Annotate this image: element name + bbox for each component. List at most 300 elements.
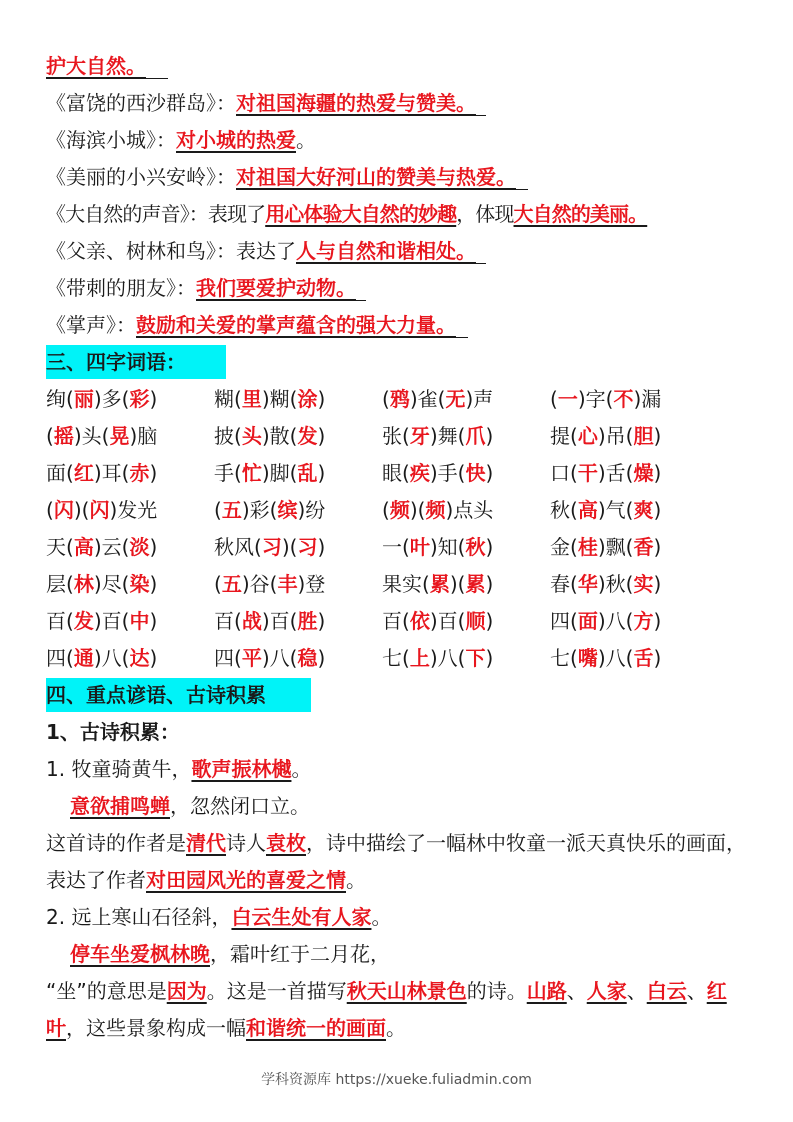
idiom-char: 尽 (101, 572, 122, 596)
paren-close: ) (93, 535, 102, 559)
punctuation: 。 (296, 128, 316, 152)
answer-text: 意欲捕鸣蝉 (70, 794, 170, 818)
prose-text: ，诗中描绘了一幅林中牧童一派天真快乐的画面，表达了作者 (46, 831, 746, 892)
paren-close: ) (429, 535, 438, 559)
lesson-title: 《掌声》： (46, 313, 136, 337)
paren-close: ) (577, 387, 586, 411)
paren-close: ) (261, 424, 270, 448)
idiom-item (382, 455, 550, 492)
paren-open: ( (417, 498, 426, 522)
lesson-title: 《带刺的朋友》： (46, 276, 196, 300)
paren-open: ( (402, 646, 410, 670)
idiom-item (214, 492, 382, 529)
idiom-item (46, 640, 214, 677)
answer-text: 对小城的热爱 (176, 128, 296, 152)
idiom-item (550, 529, 718, 566)
idiom-char: 眼 (382, 461, 402, 485)
idiom-answer-char: 五 (221, 498, 242, 522)
punctuation: 、 (566, 979, 587, 1003)
idiom-answer-char: 闪 (89, 498, 110, 522)
prose-text: ，这些景象构成一幅 (66, 1016, 246, 1040)
idiom-answer-char: 达 (129, 646, 150, 670)
idiom-char: 层 (46, 572, 66, 596)
paren-close: ) (297, 498, 306, 522)
idiom-char: 飘 (605, 535, 626, 559)
idiom-answer-char: 战 (241, 609, 262, 633)
idiom-char: 百 (269, 609, 290, 633)
paren-close: ) (261, 646, 270, 670)
paren-open: ( (570, 461, 578, 485)
prose-text: 。 (346, 868, 366, 892)
idiom-char: 气 (605, 498, 626, 522)
answer-text: 我们要爱护动物。 (196, 276, 356, 300)
idiom-char: 一 (382, 535, 402, 559)
idiom-answer-char: 闪 (53, 498, 74, 522)
idiom-char: 面 (46, 461, 66, 485)
idiom-item (382, 529, 550, 566)
paren-close: ) (93, 646, 102, 670)
idiom-char: 天 (46, 535, 66, 559)
paren-close: ) (597, 609, 606, 633)
answer-text: 因为 (166, 979, 207, 1003)
answer-text: 清代 (186, 831, 226, 855)
idiom-answer-char: 发 (73, 609, 94, 633)
idiom-item (214, 455, 382, 492)
paren-open: ( (46, 424, 54, 448)
idiom-char: 披 (214, 424, 234, 448)
idiom-answer-char: 不 (613, 387, 634, 411)
idiom-answer-char: 彩 (129, 387, 150, 411)
paren-open: ( (625, 646, 634, 670)
idiom-char: 彩 (249, 498, 270, 522)
answer-text: 人与自然和谐相处。 (296, 239, 476, 263)
idiom-item (550, 381, 718, 418)
text-line (46, 196, 756, 233)
section-heading: 四、重点谚语、古诗积累 (46, 678, 311, 712)
answer-text: 对祖国大好河山的赞美与热爱。 (236, 165, 516, 189)
idiom-char: 张 (382, 424, 402, 448)
blank-underline (476, 114, 486, 116)
paren-close: ) (597, 498, 606, 522)
idiom-answer-char: 五 (221, 572, 242, 596)
paren-open: ( (121, 535, 130, 559)
idiom-answer-char: 依 (409, 609, 430, 633)
idiom-answer-char: 频 (389, 498, 410, 522)
idiom-char: 绚 (46, 387, 66, 411)
paren-open: ( (214, 498, 222, 522)
idiom-char: 光 (137, 498, 158, 522)
document-page (46, 48, 756, 1047)
paren-close: ) (93, 461, 102, 485)
paren-close: ) (597, 572, 606, 596)
paren-open: ( (457, 646, 466, 670)
paren-open: ( (101, 424, 110, 448)
paren-open: ( (289, 461, 298, 485)
lesson-title: 《美丽的小兴安岭》： (46, 165, 236, 189)
paren-close: ) (93, 572, 102, 596)
idiom-char: 八 (437, 646, 458, 670)
paren-open: ( (570, 572, 578, 596)
paren-open: ( (121, 387, 130, 411)
idiom-answer-char: 鸦 (389, 387, 410, 411)
idiom-answer-char: 爪 (465, 424, 486, 448)
idiom-answer-char: 习 (261, 535, 282, 559)
punctuation: 。 (386, 1016, 406, 1040)
idiom-item (214, 529, 382, 566)
idiom-grid (46, 381, 756, 677)
poem-explanation (46, 825, 752, 899)
blank-underline (356, 299, 366, 301)
paren-open: ( (570, 609, 578, 633)
idiom-answer-char: 方 (633, 609, 654, 633)
idiom-char: 漏 (641, 387, 662, 411)
blank-underline (456, 336, 468, 338)
idiom-answer-char: 面 (577, 609, 598, 633)
paren-open: ( (402, 424, 410, 448)
idiom-item (214, 381, 382, 418)
idiom-char: 知 (437, 535, 458, 559)
punctuation: 、 (626, 979, 647, 1003)
answer-text: 白云生处有人家 (231, 905, 372, 929)
paren-open: ( (625, 609, 634, 633)
idiom-char: 秋 (605, 572, 626, 596)
paren-open: ( (422, 572, 430, 596)
idiom-answer-char: 快 (465, 461, 486, 485)
paren-close: ) (409, 387, 418, 411)
idiom-item (382, 418, 550, 455)
connector-text: ，体现 (456, 202, 514, 226)
idiom-answer-char: 秋 (465, 535, 486, 559)
idiom-char: 谷 (249, 572, 270, 596)
paren-close: ) (429, 646, 438, 670)
idiom-answer-char: 晃 (109, 424, 130, 448)
idiom-char: 多 (101, 387, 122, 411)
idiom-answer-char: 习 (297, 535, 318, 559)
paren-open: ( (254, 535, 262, 559)
prose-text: 。这是一首描写 (206, 979, 347, 1003)
answer-text: 对祖国海疆的热爱与赞美。 (236, 91, 476, 115)
idiom-answer-char: 华 (577, 572, 598, 596)
paren-open: ( (605, 387, 614, 411)
idiom-char: 口 (550, 461, 570, 485)
poem-line (46, 899, 756, 936)
paren-open: ( (457, 572, 466, 596)
subsection-heading: 1、古诗积累： (46, 720, 180, 744)
poem-text: 1. 牧童骑黄牛， (46, 757, 192, 781)
poem-line (46, 788, 756, 825)
punctuation: 、 (686, 979, 707, 1003)
paren-open: ( (625, 535, 634, 559)
idiom-item (550, 492, 718, 529)
idiom-item (46, 566, 214, 603)
idiom-item (382, 566, 550, 603)
idiom-item (214, 418, 382, 455)
idiom-char: 手 (437, 461, 458, 485)
idiom-answer-char: 高 (577, 498, 598, 522)
prose-text: 这首诗的作者是 (46, 831, 186, 855)
idiom-item (46, 603, 214, 640)
answer-text: 护大自然。 (46, 54, 146, 78)
idiom-item (214, 566, 382, 603)
idiom-answer-char: 稳 (297, 646, 318, 670)
paren-open: ( (289, 609, 298, 633)
idiom-answer-char: 嘴 (577, 646, 598, 670)
paren-open: ( (550, 387, 558, 411)
paren-close: ) (149, 461, 158, 485)
paren-open: ( (269, 498, 278, 522)
paren-close: ) (597, 535, 606, 559)
prose-text: 诗人 (226, 831, 266, 855)
paren-close: ) (149, 387, 158, 411)
idiom-item (550, 418, 718, 455)
paren-open: ( (66, 572, 74, 596)
idiom-answer-char: 红 (73, 461, 94, 485)
idiom-answer-char: 赤 (129, 461, 150, 485)
paren-open: ( (570, 424, 578, 448)
paren-open: ( (289, 535, 298, 559)
idiom-char: 脑 (137, 424, 158, 448)
paren-open: ( (402, 461, 410, 485)
idiom-item (382, 492, 550, 529)
paren-close: ) (597, 424, 606, 448)
idiom-answer-char: 频 (425, 498, 446, 522)
paren-open: ( (625, 461, 634, 485)
idiom-answer-char: 丽 (73, 387, 94, 411)
idiom-answer-char: 忙 (241, 461, 262, 485)
answer-text: 大自然的美丽。 (513, 202, 648, 226)
idiom-answer-char: 舌 (633, 646, 654, 670)
paren-close: ) (129, 424, 138, 448)
paren-close: ) (429, 424, 438, 448)
prose-text: “坐”的意思是 (46, 979, 167, 1003)
paren-open: ( (46, 498, 54, 522)
answer-text: 人家 (586, 979, 627, 1003)
lesson-title: 《大自然的声音》：表现了 (46, 202, 266, 226)
idiom-item (382, 603, 550, 640)
idiom-answer-char: 中 (129, 609, 150, 633)
idiom-char: 四 (46, 646, 66, 670)
paren-close: ) (653, 646, 662, 670)
idiom-answer-char: 染 (129, 572, 150, 596)
paren-close: ) (429, 461, 438, 485)
idiom-char: 四 (214, 646, 234, 670)
poem-text: 2. 远上寒山石径斜， (46, 905, 232, 929)
poem-line (46, 936, 756, 973)
paren-open: ( (121, 609, 130, 633)
paren-close: ) (653, 535, 662, 559)
idiom-answer-char: 累 (429, 572, 450, 596)
poem-explanation (46, 973, 752, 1047)
paren-open: ( (289, 646, 298, 670)
idiom-answer-char: 燥 (633, 461, 654, 485)
idiom-char: 百 (101, 609, 122, 633)
idiom-char: 金 (550, 535, 570, 559)
idiom-answer-char: 林 (73, 572, 94, 596)
idiom-answer-char: 淡 (129, 535, 150, 559)
paren-close: ) (241, 572, 250, 596)
paren-open: ( (289, 387, 298, 411)
paren-open: ( (234, 609, 242, 633)
idiom-char: 风 (234, 535, 254, 559)
idiom-char: 实 (402, 572, 422, 596)
idiom-char: 八 (605, 609, 626, 633)
paren-open: ( (570, 646, 578, 670)
paren-close: ) (485, 572, 494, 596)
idiom-answer-char: 牙 (409, 424, 430, 448)
paren-open: ( (66, 535, 74, 559)
paren-open: ( (121, 646, 130, 670)
idiom-answer-char: 平 (241, 646, 262, 670)
idiom-answer-char: 累 (465, 572, 486, 596)
paren-open: ( (382, 387, 390, 411)
answer-text: 停车坐爱枫林晚 (70, 942, 210, 966)
paren-close: ) (261, 609, 270, 633)
paren-close: ) (317, 387, 326, 411)
paren-close: ) (445, 498, 454, 522)
paren-open: ( (66, 461, 74, 485)
paren-open: ( (382, 498, 390, 522)
idiom-answer-char: 顺 (465, 609, 486, 633)
blank-underline (146, 77, 168, 79)
paren-open: ( (625, 424, 634, 448)
idiom-answer-char: 摇 (53, 424, 74, 448)
answer-text: 红叶 (46, 979, 727, 1040)
paren-close: ) (149, 572, 158, 596)
idiom-char: 八 (269, 646, 290, 670)
paren-close: ) (281, 535, 290, 559)
idiom-item (214, 603, 382, 640)
idiom-answer-char: 里 (241, 387, 262, 411)
idiom-char: 登 (305, 572, 326, 596)
idiom-item (46, 455, 214, 492)
paren-close: ) (653, 572, 662, 596)
idiom-answer-char: 丰 (277, 572, 298, 596)
paren-close: ) (149, 609, 158, 633)
idiom-answer-char: 高 (73, 535, 94, 559)
paren-close: ) (73, 424, 82, 448)
paren-open: ( (121, 572, 130, 596)
poem-text: ，霜叶红于二月花， (210, 942, 390, 966)
idiom-char: 七 (550, 646, 570, 670)
paren-open: ( (81, 498, 90, 522)
section-heading: 三、四字词语： (46, 345, 226, 379)
text-line (46, 85, 756, 122)
answer-text: 袁枚 (266, 831, 306, 855)
idiom-item (46, 492, 214, 529)
paren-open: ( (402, 535, 410, 559)
text-line (46, 48, 756, 85)
idiom-char: 吊 (605, 424, 626, 448)
idiom-answer-char: 桂 (577, 535, 598, 559)
idiom-char: 脚 (269, 461, 290, 485)
punctuation: 。 (291, 757, 312, 781)
idiom-char: 八 (605, 646, 626, 670)
section-heading-row (46, 677, 756, 714)
paren-close: ) (317, 461, 326, 485)
paren-close: ) (465, 387, 474, 411)
paren-close: ) (317, 535, 326, 559)
idiom-answer-char: 通 (73, 646, 94, 670)
answer-text: 用心体验大自然的妙趣 (265, 202, 457, 226)
paren-close: ) (109, 498, 118, 522)
poem-line (46, 751, 756, 788)
idiom-answer-char: 胜 (297, 609, 318, 633)
lesson-title: 《富饶的西沙群岛》： (46, 91, 236, 115)
paren-open: ( (437, 387, 446, 411)
paren-close: ) (653, 609, 662, 633)
idiom-answer-char: 下 (465, 646, 486, 670)
idiom-char: 手 (214, 461, 234, 485)
paren-close: ) (73, 498, 82, 522)
paren-close: ) (485, 424, 494, 448)
idiom-char: 春 (550, 572, 570, 596)
punctuation: 。 (371, 905, 392, 929)
idiom-char: 八 (101, 646, 122, 670)
idiom-char: 声 (473, 387, 494, 411)
idiom-char: 雀 (417, 387, 438, 411)
text-line (46, 159, 756, 196)
idiom-item (550, 566, 718, 603)
idiom-answer-char: 心 (577, 424, 598, 448)
paren-open: ( (269, 572, 278, 596)
paren-close: ) (317, 424, 326, 448)
paren-close: ) (485, 609, 494, 633)
paren-close: ) (485, 535, 494, 559)
paren-open: ( (570, 498, 578, 522)
idiom-item (46, 529, 214, 566)
idiom-char: 散 (269, 424, 290, 448)
paren-close: ) (485, 646, 494, 670)
idiom-char: 百 (46, 609, 66, 633)
paren-open: ( (289, 424, 298, 448)
paren-close: ) (261, 387, 270, 411)
paren-close: ) (93, 387, 102, 411)
paren-close: ) (597, 461, 606, 485)
idiom-char: 百 (382, 609, 402, 633)
section-heading-row (46, 344, 756, 381)
idiom-char: 秋 (214, 535, 234, 559)
idiom-char: 糊 (269, 387, 290, 411)
idiom-char: 发 (117, 498, 138, 522)
idiom-answer-char: 叶 (409, 535, 430, 559)
idiom-char: 百 (437, 609, 458, 633)
idiom-answer-char: 头 (241, 424, 262, 448)
answer-text: 和谐统一的画面 (246, 1016, 386, 1040)
idiom-char: 糊 (214, 387, 234, 411)
paren-close: ) (149, 535, 158, 559)
paren-open: ( (234, 461, 242, 485)
paren-close: ) (261, 461, 270, 485)
idiom-char: 果 (382, 572, 402, 596)
idiom-item (382, 381, 550, 418)
paren-open: ( (457, 609, 466, 633)
idiom-char: 头 (81, 424, 102, 448)
paren-open: ( (570, 535, 578, 559)
poem-text: ，忽然闭口立。 (170, 794, 310, 818)
paren-close: ) (149, 646, 158, 670)
idiom-item (550, 640, 718, 677)
paren-close: ) (449, 572, 458, 596)
idiom-char: 秋 (550, 498, 570, 522)
paren-close: ) (633, 387, 642, 411)
idiom-answer-char: 一 (557, 387, 578, 411)
text-line (46, 233, 756, 270)
paren-close: ) (653, 424, 662, 448)
idiom-answer-char: 香 (633, 535, 654, 559)
idiom-item (214, 640, 382, 677)
idiom-answer-char: 胆 (633, 424, 654, 448)
idiom-char: 四 (550, 609, 570, 633)
